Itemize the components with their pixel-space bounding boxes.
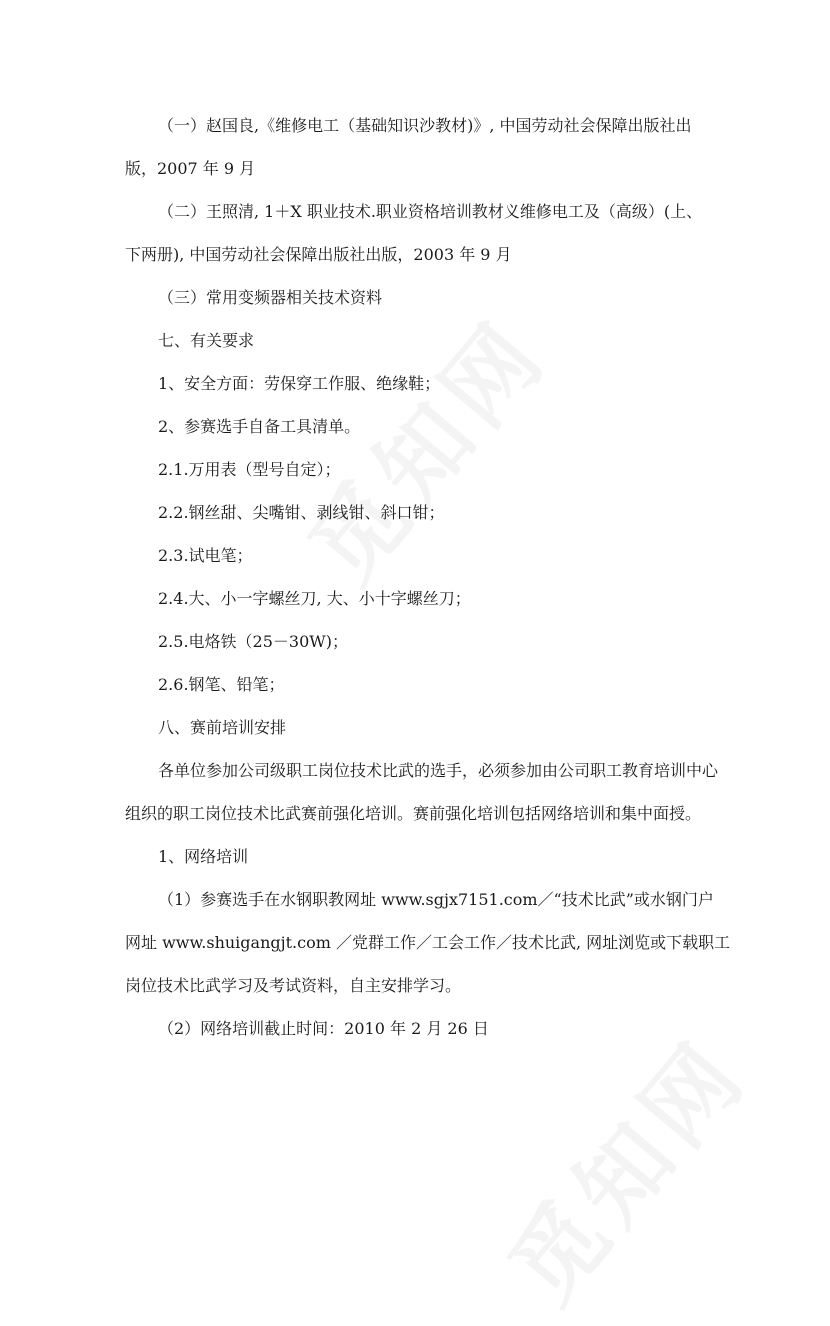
tool-item: 2.2.钢丝甜、尖嘴钳、剥线钳、斜口钳；	[158, 503, 445, 522]
reference-line-2-cont: 下两册), 中国劳动社会保障出版社出版，2003 年 9 月	[125, 245, 512, 264]
tools-list-intro: 2、参赛选手自备工具清单。	[158, 417, 361, 436]
document-body	[125, 104, 745, 1050]
tool-item: 2.3.试电笔；	[158, 546, 253, 565]
watermark-secondary	[474, 1006, 772, 1325]
tool-item: 2.1.万用表（型号自定）；	[158, 460, 341, 479]
online-training-item-1: （1）参赛选手在水钢职教网址 www.sgjx7151.com／“技术比武”或水钢门户	[158, 890, 714, 909]
online-training-deadline: （2）网络培训截止时间：2010 年 2 月 26 日	[158, 1019, 489, 1038]
tool-item: 2.5.电烙铁（25－30W)；	[158, 632, 348, 651]
tool-item: 2.4.大、小一字螺丝刀, 大、小十字螺丝刀；	[158, 589, 471, 608]
safety-item: 1、安全方面：劳保穿工作服、绝缘鞋；	[158, 374, 441, 393]
reference-line-2: （二）王照清, 1＋X 职业技术.职业资格培训教材义维修电工及（高级）(上、	[158, 202, 703, 221]
online-training-item-1-cont2: 岗位技术比武学习及考试资料，自主安排学习。	[125, 976, 462, 995]
subheading-online-training: 1、网络培训	[158, 847, 249, 866]
training-paragraph: 各单位参加公司级职工岗位技术比武的选手，必须参加由公司职工教育培训中心	[158, 761, 719, 780]
reference-line-1: （一）赵国良,《维修电工（基础知识沙教材)》, 中国劳动社会保障出版社出	[158, 116, 692, 135]
section-heading-training: 八、赛前培训安排	[158, 718, 287, 737]
section-heading-requirements: 七、有关要求	[158, 331, 255, 350]
training-paragraph-cont: 组织的职工岗位技术比武赛前强化培训。赛前强化培训包括网络培训和集中面授。	[125, 804, 702, 823]
online-training-item-1-cont: 网址 www.shuigangjt.com ／党群工作／工会工作／技术比武, 网址浏览或下载职工	[125, 933, 731, 952]
reference-line-1-cont: 版，2007 年 9 月	[125, 159, 256, 178]
tool-item: 2.6.钢笔、铅笔；	[158, 675, 285, 694]
reference-line-3: （三）常用变频器相关技术资料	[158, 288, 383, 307]
